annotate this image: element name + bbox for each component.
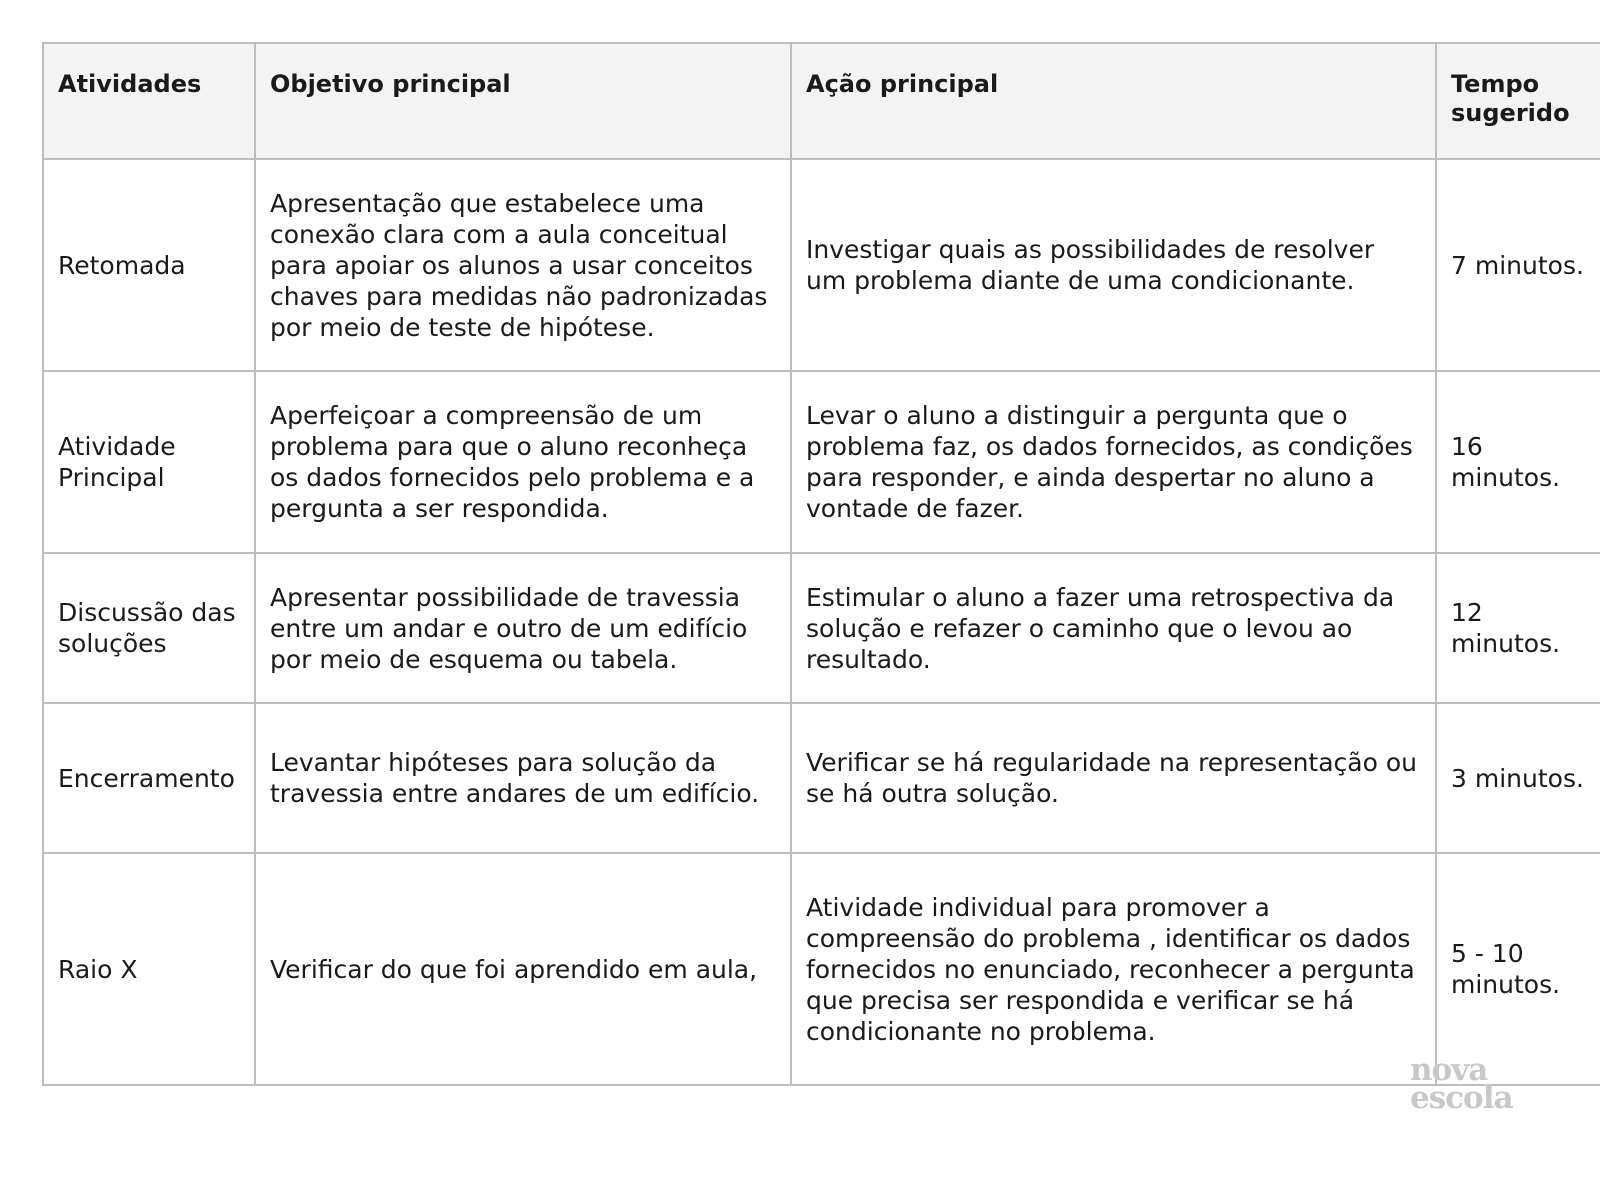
cell-atividade: Encerramento bbox=[43, 703, 255, 853]
lesson-plan-table bbox=[42, 42, 1600, 1086]
cell-atividade: Discussão das soluções bbox=[43, 553, 255, 703]
cell-tempo: 3 minutos. bbox=[1436, 703, 1600, 853]
logo-line-2: escola bbox=[1410, 1080, 1513, 1116]
logo-line-1: nova bbox=[1410, 1052, 1488, 1088]
header-objetivo-principal: Objetivo principal bbox=[255, 43, 791, 159]
header-acao-principal: Ação principal bbox=[791, 43, 1436, 159]
table-row bbox=[43, 703, 1600, 853]
cell-atividade: Atividade Principal bbox=[43, 371, 255, 553]
cell-atividade: Retomada bbox=[43, 159, 255, 371]
cell-tempo: 5 - 10 minutos. bbox=[1436, 853, 1600, 1085]
cell-tempo: 16 minutos. bbox=[1436, 371, 1600, 553]
table-row bbox=[43, 553, 1600, 703]
cell-objetivo: Verificar do que foi aprendido em aula, bbox=[255, 853, 791, 1085]
cell-acao: Levar o aluno a distinguir a pergunta que o problema faz, os dados fornecidos, as condições para responder, e ainda despertar no aluno a vontade de fazer. bbox=[791, 371, 1436, 553]
table-row bbox=[43, 853, 1600, 1085]
cell-acao: Investigar quais as possibilidades de resolver um problema diante de uma condicionante. bbox=[791, 159, 1436, 371]
cell-objetivo: Apresentação que estabelece uma conexão clara com a aula conceitual para apoiar os alunos a usar conceitos chaves para medidas não padronizadas por meio de teste de hipótese. bbox=[255, 159, 791, 371]
cell-tempo: 12 minutos. bbox=[1436, 553, 1600, 703]
cell-acao: Verificar se há regularidade na representação ou se há outra solução. bbox=[791, 703, 1436, 853]
header-tempo-sugerido: Tempo sugerido bbox=[1436, 43, 1600, 159]
table-header-row bbox=[43, 43, 1600, 159]
cell-objetivo: Apresentar possibilidade de travessia entre um andar e outro de um edifício por meio de esquema ou tabela. bbox=[255, 553, 791, 703]
cell-tempo: 7 minutos. bbox=[1436, 159, 1600, 371]
cell-acao: Atividade individual para promover a compreensão do problema , identificar os dados fornecidos no enunciado, reconhecer a pergunta que precisa ser respondida e verificar se há condicionante no problema. bbox=[791, 853, 1436, 1085]
cell-objetivo: Aperfeiçoar a compreensão de um problema para que o aluno reconheça os dados fornecidos pelo problema e a pergunta a ser respondida. bbox=[255, 371, 791, 553]
table-row bbox=[43, 159, 1600, 371]
cell-objetivo: Levantar hipóteses para solução da travessia entre andares de um edifício. bbox=[255, 703, 791, 853]
nova-escola-logo bbox=[1410, 1052, 1530, 1116]
cell-atividade: Raio X bbox=[43, 853, 255, 1085]
cell-acao: Estimular o aluno a fazer uma retrospectiva da solução e refazer o caminho que o levou ao resultado. bbox=[791, 553, 1436, 703]
table-row bbox=[43, 371, 1600, 553]
header-atividades: Atividades bbox=[43, 43, 255, 159]
